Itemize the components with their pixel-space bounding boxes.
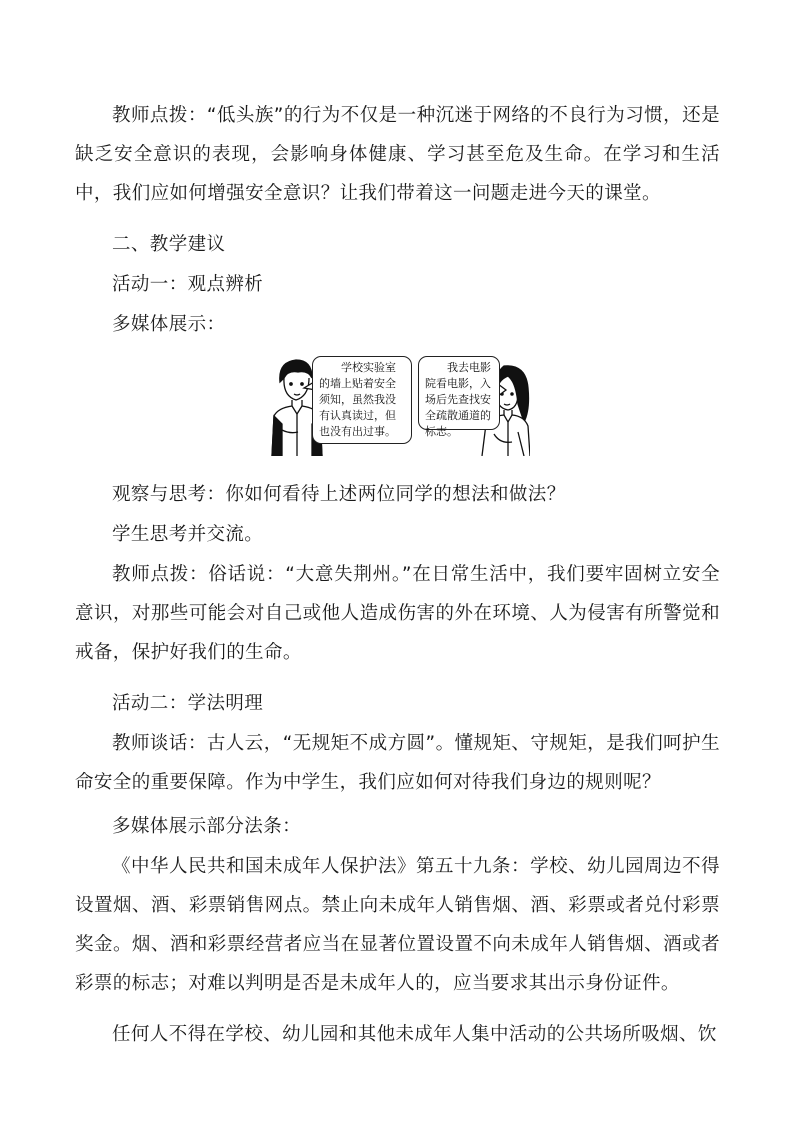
- paragraph-law-continued: 任何人不得在学校、幼儿园和其他未成年人集中活动的公共场所吸烟、饮: [112, 1024, 717, 1045]
- paragraph-multimedia-display: 多媒体展示：: [112, 314, 226, 335]
- paragraph-teacher-guidance-1: 教师点拨：“低头族”的行为不仅是一种沉迷于网络的不良行为习惯，还是缺乏安全意识的表现，会影响身体健康、学习甚至危及生命。在学习和生活中，我们应如何增强安全意识？让我们带着这一问题走进今天的课堂。: [75, 105, 720, 204]
- heading-teaching-suggestions: 二、教学建议: [112, 234, 226, 255]
- paragraph-teacher-guidance-2: 教师点拨：俗话说：“大意失荆州。”在日常生活中，我们要牢固树立安全意识，对那些可能会对自己或他人造成伤害的外在环境、人为侵害有所警觉和戒备，保护好我们的生命。: [75, 564, 720, 663]
- boy-speech-text: 学校实验室的墙上贴着安全须知，虽然我没有认真读过，但也没有出过事。: [319, 361, 396, 438]
- boy-speech-bubble: [312, 356, 412, 444]
- paragraph-law-article-59: 《中华人民共和国未成年人保护法》第五十九条：学校、幼儿园周边不得设置烟、酒、彩票销售网点。禁止向未成年人销售烟、酒、彩票或者兑付彩票奖金。烟、酒和彩票经营者应当在显著位置设置不向未成年人销售烟、酒或者彩票的标志；对难以判明是否是未成年人的，应当要求其出示身份证件。: [75, 856, 720, 994]
- girl-speech-bubble: [418, 356, 500, 438]
- paragraph-observe-think: 观察与思考：你如何看待上述两位同学的想法和做法？: [112, 484, 566, 505]
- heading-activity-two: 活动二：学法明理: [112, 693, 264, 714]
- paragraph-student-discuss: 学生思考并交流。: [112, 524, 264, 545]
- illustration-two-students: [268, 352, 530, 456]
- paragraph-law-display: 多媒体展示部分法条：: [112, 816, 302, 837]
- heading-activity-one: 活动一：观点辨析: [112, 274, 264, 295]
- girl-speech-text: 我去电影院看电影，入场后先查找安全疏散通道的标志。: [425, 361, 491, 438]
- paragraph-teacher-talk: 教师谈话：古人云，“无规矩不成方圆”。懂规矩、守规矩，是我们呵护生命安全的重要保障。作为中学生，我们应如何对待我们身边的规则呢？: [75, 733, 720, 793]
